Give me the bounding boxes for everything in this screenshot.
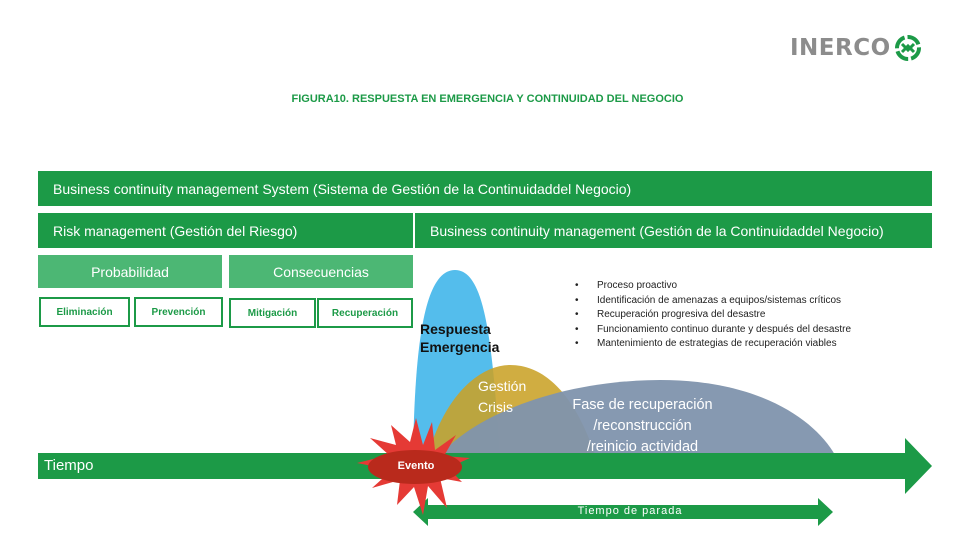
bcms-label: Business continuity management System (Sistema de Gestión de la Continuidaddel Negocio)	[53, 180, 632, 197]
bullet-item: • Mantenimiento de estrategias de recuperación viables	[575, 337, 851, 352]
consecuencias-label: Consecuencias	[273, 263, 369, 280]
prevencion-label: Prevención	[151, 306, 206, 318]
downtime-label: Tiempo de parada	[577, 505, 683, 517]
event-label: Evento	[397, 460, 435, 472]
crisis-line-2: Crisis	[478, 399, 513, 415]
bcm-label: Business continuity management (Gestión de la Continuidaddel Negocio)	[430, 222, 884, 239]
eliminacion-label: Eliminación	[56, 306, 113, 318]
recuperacion-label: Recuperación	[331, 307, 399, 319]
bullet-item: • Funcionamiento continuo durante y después del desastre	[575, 323, 851, 338]
bullet-item: • Identificación de amenazas a equipos/sistemas críticos	[575, 294, 851, 309]
emergency-response-line-1: Respuesta	[420, 321, 491, 337]
crisis-management-label	[478, 376, 526, 418]
time-label: Tiempo	[44, 457, 94, 474]
probabilidad-label: Probabilidad	[91, 263, 169, 280]
figure-title: FIGURA10. RESPUESTA EN EMERGENCIA Y CONTINUIDAD DEL NEGOCIO	[291, 93, 684, 105]
recovery-line-2: /reconstrucción	[593, 418, 692, 434]
risk-management-label: Risk management (Gestión del Riesgo)	[53, 222, 298, 239]
crisis-line-1: Gestión	[478, 378, 527, 394]
logo-text: INERCO	[790, 35, 891, 61]
bullet-item: • Recuperación progresiva del desastre	[575, 308, 851, 323]
recovery-line-1: Fase de recuperación	[572, 397, 713, 413]
mitigacion-label: Mitigación	[247, 307, 298, 319]
bullet-item: • Proceso proactivo	[575, 279, 851, 294]
emergency-response-line-2: Emergencia	[420, 339, 500, 355]
emergency-response-label	[420, 320, 499, 356]
recovery-line-3: /reinicio actividad	[586, 439, 699, 455]
recovery-phase-label	[560, 395, 725, 458]
